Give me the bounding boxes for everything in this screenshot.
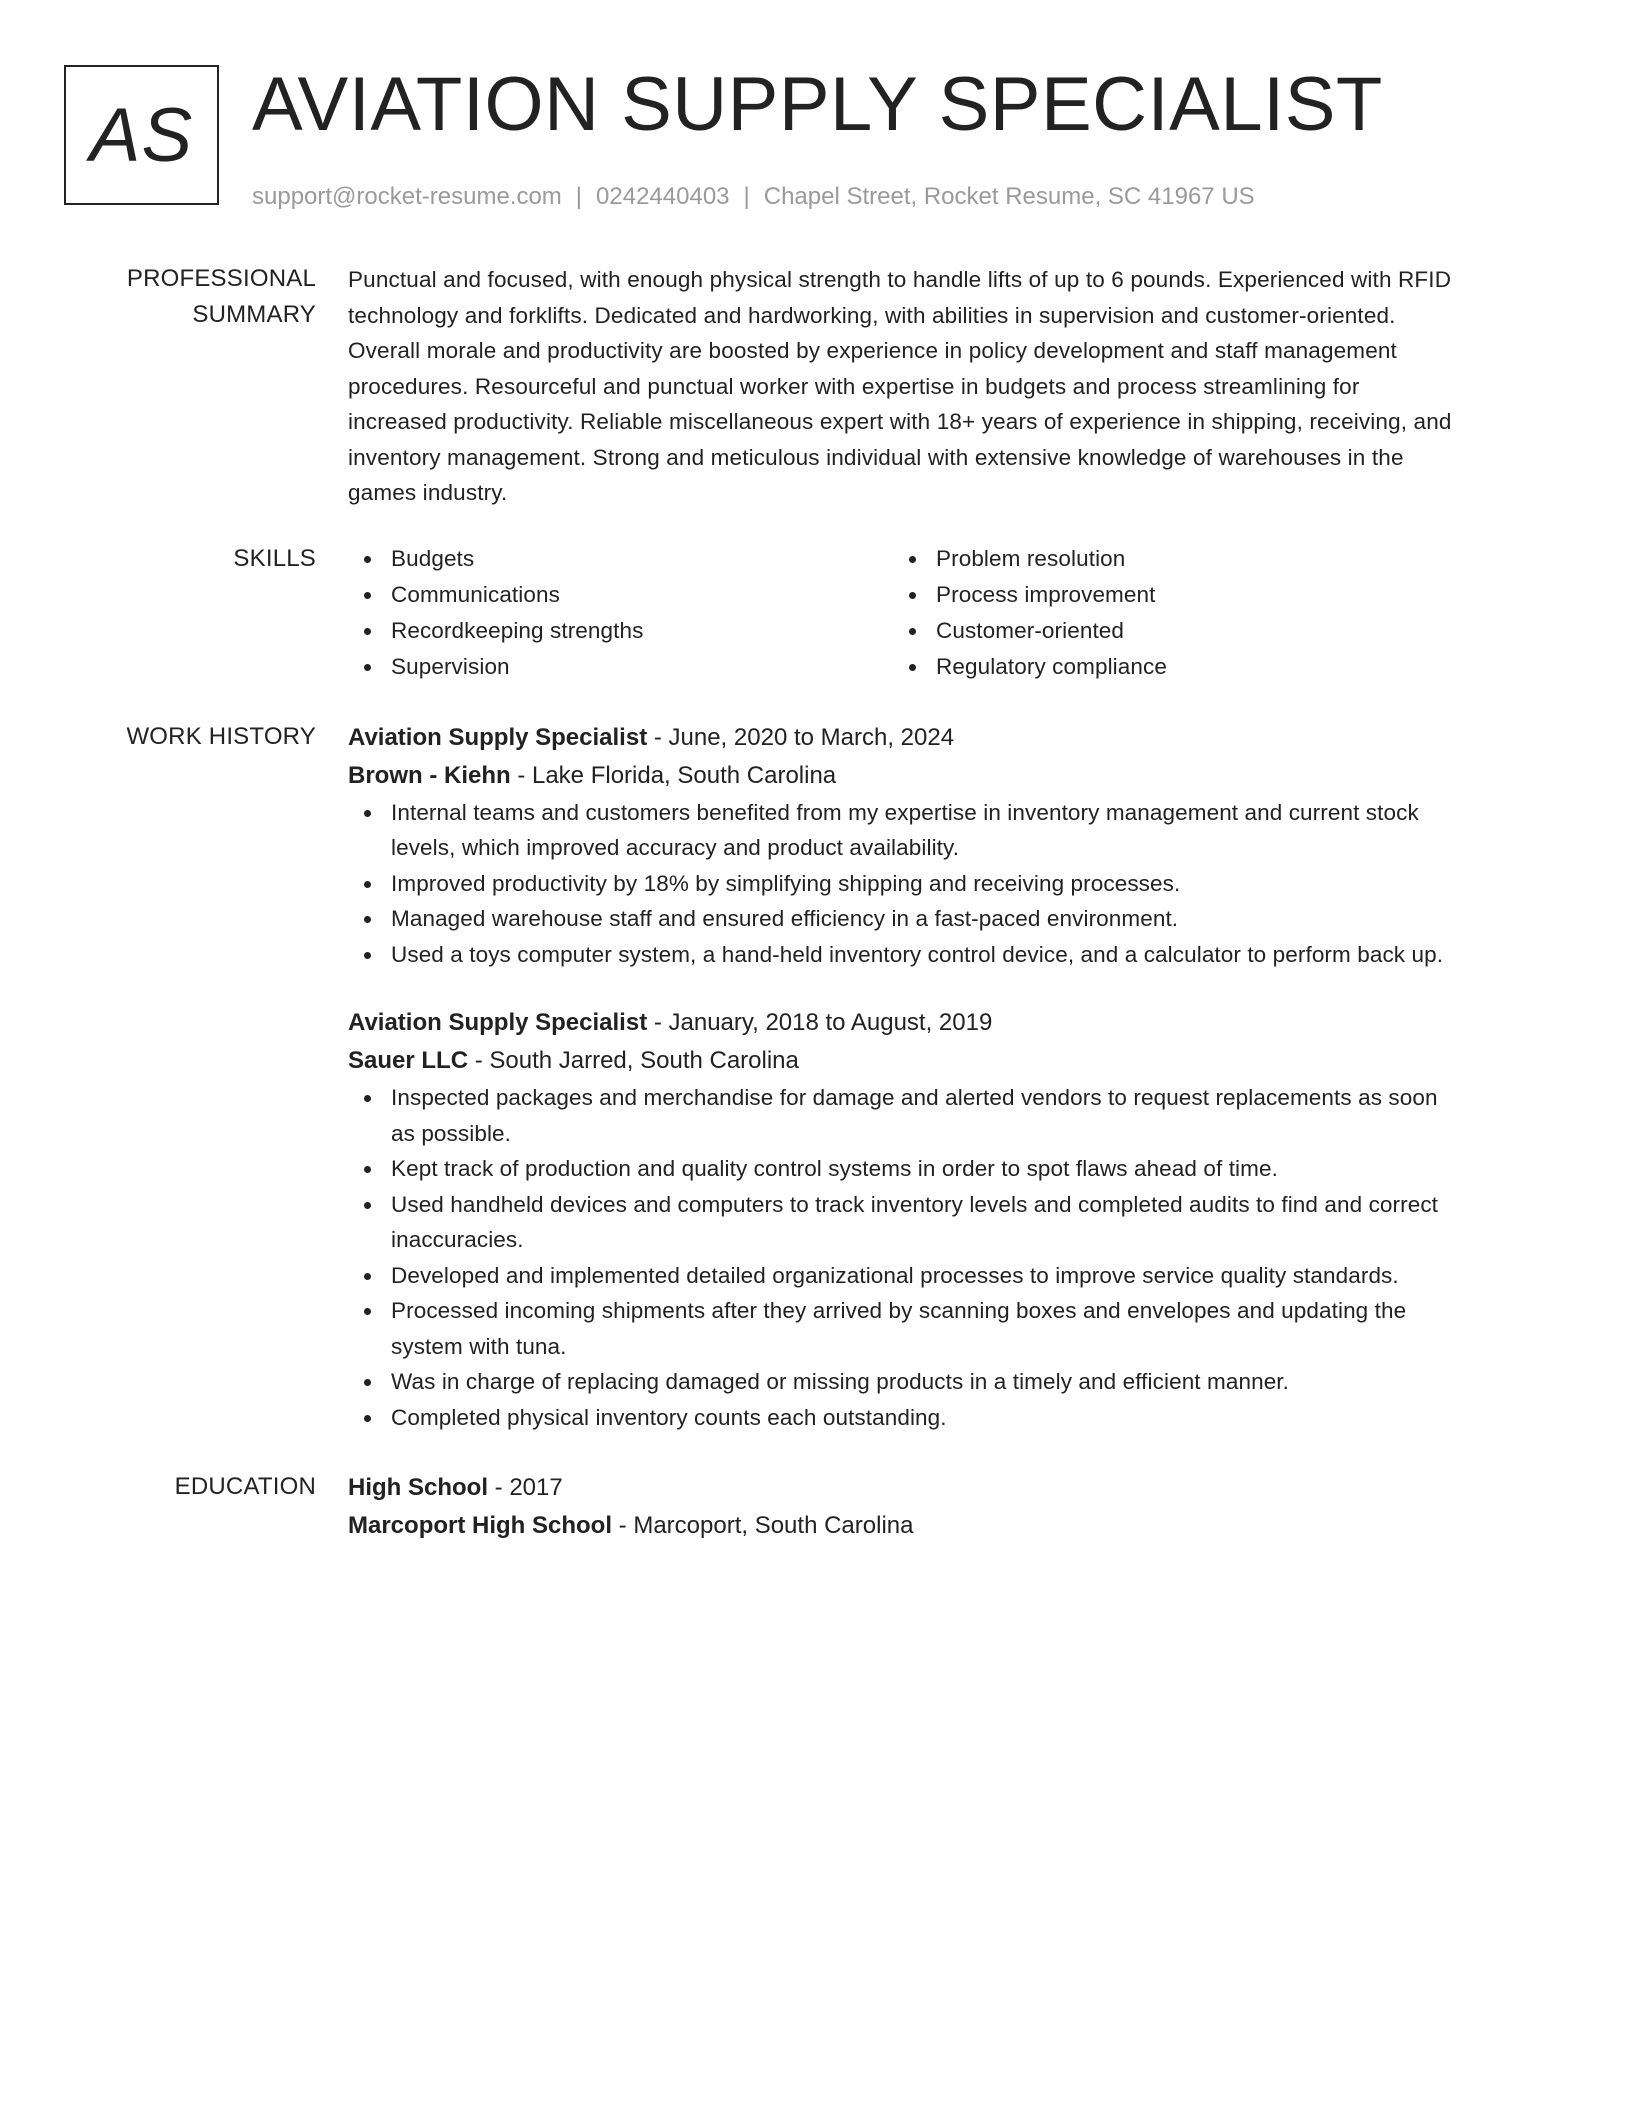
- work-history-section: [64, 719, 1568, 1436]
- education-year: - 2017: [488, 1474, 563, 1501]
- section-label: SKILLS: [233, 544, 316, 572]
- skills-grid: [348, 541, 1460, 685]
- job-bullets: [348, 1080, 1460, 1435]
- skill-item: Budgets: [348, 541, 893, 577]
- education-school-line: [348, 1507, 1460, 1545]
- contact-separator: |: [575, 183, 583, 210]
- job-bullet: Internal teams and customers benefited from my expertise in inventory management and current stock levels, which improved accuracy and product availability.: [348, 795, 1460, 866]
- skill-item: Communications: [348, 577, 893, 613]
- skill-item: Problem resolution: [893, 541, 1438, 577]
- job-title: Aviation Supply Specialist: [348, 723, 648, 751]
- job-bullet: Used handheld devices and computers to track inventory levels and completed audits to find and correct inaccuracies.: [348, 1187, 1460, 1258]
- job-company: Brown - Kiehn: [348, 761, 511, 789]
- job-entry: [348, 1004, 1460, 1435]
- education-degree: High School: [348, 1474, 488, 1501]
- job-bullet: Improved productivity by 18% by simplifying shipping and receiving processes.: [348, 866, 1460, 902]
- education-degree-line: [348, 1469, 1460, 1507]
- education-location: - Marcoport, South Carolina: [612, 1512, 914, 1539]
- job-bullet: Inspected packages and merchandise for damage and alerted vendors to request replacements as soon as possible.: [348, 1080, 1460, 1151]
- skills-list-left: [348, 541, 893, 685]
- job-bullet: Completed physical inventory counts each outstanding.: [348, 1400, 1460, 1436]
- job-bullet: Processed incoming shipments after they arrived by scanning boxes and envelopes and updating the system with tuna.: [348, 1293, 1460, 1364]
- summary-section: [64, 261, 1568, 511]
- skill-item: Regulatory compliance: [893, 649, 1438, 685]
- section-label: EDUCATION: [174, 1473, 316, 1500]
- skills-section: [64, 541, 1568, 685]
- skill-item: Supervision: [348, 649, 893, 685]
- contact-line: [252, 182, 1383, 212]
- job-company: Sauer LLC: [348, 1047, 469, 1074]
- job-company-line: [348, 757, 1460, 795]
- skill-item: Process improvement: [893, 577, 1438, 613]
- header-text: [252, 62, 1383, 212]
- job-title: Aviation Supply Specialist: [348, 1009, 648, 1036]
- job-dates: - June, 2020 to March, 2024: [647, 723, 955, 751]
- monogram-badge: AS: [64, 65, 219, 205]
- job-entry: [348, 719, 1460, 973]
- resume-header: [64, 62, 1568, 212]
- job-bullet: Used a toys computer system, a hand-held inventory control device, and a calculator to perform back up.: [348, 937, 1460, 973]
- skill-item: Customer-oriented: [893, 613, 1438, 649]
- contact-phone: 0242440403: [596, 183, 730, 210]
- section-body: [348, 719, 1460, 1436]
- job-title-line: [348, 1004, 1460, 1042]
- skills-list-right: [893, 541, 1438, 685]
- job-bullet: Managed warehouse staff and ensured efficiency in a fast-paced environment.: [348, 901, 1460, 937]
- job-title-line: [348, 719, 1460, 757]
- contact-separator: |: [743, 183, 750, 210]
- job-bullet: Kept track of production and quality control systems in order to spot flaws ahead of time.: [348, 1151, 1460, 1187]
- education-section: [64, 1469, 1568, 1545]
- job-location: - Lake Florida, South Carolina: [510, 761, 837, 789]
- contact-address: Chapel Street, Rocket Resume, SC 41967 US: [763, 183, 1255, 210]
- skill-item: Recordkeeping strengths: [348, 613, 893, 649]
- education-school: Marcoport High School: [348, 1512, 612, 1539]
- job-location: - South Jarred, South Carolina: [468, 1047, 799, 1074]
- contact-email: support@rocket-resume.com: [252, 183, 562, 210]
- job-bullet: Was in charge of replacing damaged or missing products in a timely and efficient manner.: [348, 1364, 1460, 1400]
- job-dates: - January, 2018 to August, 2019: [647, 1009, 993, 1036]
- job-company-line: [348, 1042, 1460, 1080]
- job-bullets: [348, 795, 1460, 973]
- resume-title: AVIATION SUPPLY SPECIALIST: [252, 62, 1383, 147]
- section-label: PROFESSIONAL SUMMARY: [126, 265, 316, 328]
- section-body: [348, 261, 1460, 511]
- section-label: WORK HISTORY: [126, 722, 316, 750]
- job-bullet: Developed and implemented detailed organizational processes to improve service quality standards.: [348, 1258, 1460, 1294]
- section-body: [348, 1469, 1460, 1545]
- summary-text: Punctual and focused, with enough physical strength to handle lifts of up to 6 pounds. Experienced with RFID technology and forklifts. Dedicated and hardworking, with abilities in supervision and customer-oriented. Overall morale and productivity are boosted by experience in policy development and staff management procedures. Resourceful and punctual worker with expertise in budgets and process streamlining for increased productivity. Reliable miscellaneous expert with 18+ years of experience in shipping, receiving, and inventory management. Strong and meticulous individual with extensive knowledge of warehouses in the games industry.: [348, 267, 1452, 505]
